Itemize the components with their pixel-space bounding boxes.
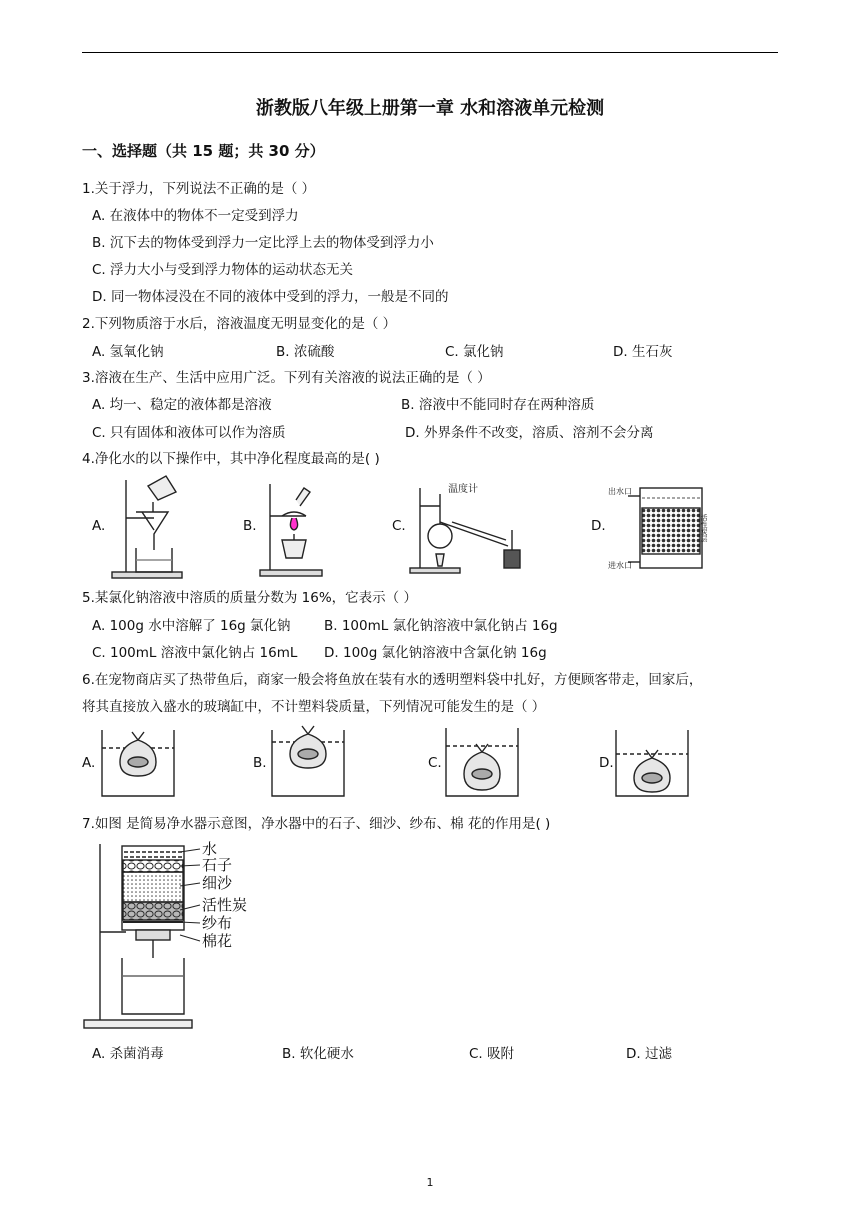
question-6-stem-line2: 将其直接放入盛水的玻璃缸中，不计塑料袋质量，下列情况可能发生的是（ ）	[82, 699, 546, 715]
purifier-leader-line	[180, 935, 200, 941]
header-rule	[82, 52, 778, 53]
q7-option-a: A. 杀菌消毒	[92, 1046, 164, 1062]
purifier-layer-label: 棉花	[202, 932, 233, 950]
q4-option-c: C.	[392, 518, 406, 534]
question-2-stem: 2.下列物质溶于水后，溶液温度无明显变化的是（ ）	[82, 316, 397, 332]
fish-bag-figure-a	[98, 720, 178, 800]
q3-option-b: B. 溶液中不能同时存在两种溶质	[401, 397, 595, 413]
q5-option-c: C. 100mL 溶液中氯化钠占 16mL	[92, 645, 298, 661]
purifier-layer-label: 石子	[202, 856, 233, 874]
q2-option-c: C. 氯化钠	[445, 344, 504, 360]
q5-option-d: D. 100g 氯化钠溶液中含氯化钠 16g	[324, 645, 547, 661]
question-4-stem: 4.净化水的以下操作中，其中净化程度最高的是( )	[82, 451, 380, 467]
purifier-layer-label: 细沙	[202, 874, 233, 892]
q6-option-d: D.	[599, 755, 614, 771]
fish-bag-figure-b	[268, 720, 348, 800]
simple-water-purifier-figure	[82, 838, 252, 1034]
outlet-label: 出水口	[608, 487, 632, 496]
q4-option-b: B.	[243, 518, 257, 534]
thermometer-label: 温度计	[448, 484, 478, 495]
section-title: 一、选择题（共 15 题；共 30 分）	[82, 142, 325, 160]
q4-option-d: D.	[591, 518, 606, 534]
q5-option-a: A. 100g 水中溶解了 16g 氯化钠	[92, 618, 291, 634]
q3-option-a: A. 均一、稳定的液体都是溶液	[92, 397, 272, 413]
question-3-stem: 3.溶液在生产、生活中应用广泛。下列有关溶液的说法正确的是（ ）	[82, 370, 491, 386]
q1-option-a: A. 在液体中的物体不一定受到浮力	[92, 208, 299, 224]
filtration-apparatus-figure	[106, 472, 186, 580]
q1-option-c: C. 浮力大小与受到浮力物体的运动状态无关	[92, 262, 354, 278]
carbon-filter-figure	[606, 478, 716, 574]
q7-option-b: B. 软化硬水	[282, 1046, 354, 1062]
page-title: 浙教版八年级上册第一章 水和溶液单元检测	[255, 98, 605, 119]
distillation-apparatus-figure	[408, 474, 528, 574]
question-6-stem-line1: 6.在宠物商店买了热带鱼后，商家一般会将鱼放在装有水的透明塑料袋中扎好，方便顾客带走，回家后，	[82, 672, 703, 688]
carbon-layer-label: 活性炭层	[700, 514, 708, 542]
q1-option-b: B. 沉下去的物体受到浮力一定比浮上去的物体受到浮力小	[92, 235, 434, 251]
inlet-label: 进水口	[608, 561, 632, 570]
page-number: 1	[426, 1176, 434, 1189]
q1-option-d: D. 同一物体浸没在不同的液体中受到的浮力，一般是不同的	[92, 289, 449, 305]
q3-option-d: D. 外界条件不改变，溶质、溶剂不会分离	[405, 425, 654, 441]
question-5-stem: 5.某氯化钠溶液中溶质的质量分数为 16%，它表示（ ）	[82, 590, 417, 606]
purifier-leader-line	[180, 849, 200, 852]
purifier-layer-label: 纱布	[202, 914, 233, 932]
fish-bag-figure-d	[612, 720, 692, 800]
q4-option-a: A.	[92, 518, 106, 534]
q3-option-c: C. 只有固体和液体可以作为溶质	[92, 425, 286, 441]
q7-option-c: C. 吸附	[469, 1046, 515, 1062]
q2-option-b: B. 浓硫酸	[276, 344, 335, 360]
q6-option-a: A.	[82, 755, 96, 771]
heating-apparatus-figure	[256, 478, 326, 578]
q6-option-c: C.	[428, 755, 442, 771]
purifier-layer-label: 活性炭	[202, 896, 248, 914]
q2-option-a: A. 氢氧化钠	[92, 344, 164, 360]
q2-option-d: D. 生石灰	[613, 344, 673, 360]
question-1-stem: 1.关于浮力，下列说法不正确的是（ ）	[82, 181, 316, 197]
q5-option-b: B. 100mL 氯化钠溶液中氯化钠占 16g	[324, 618, 558, 634]
question-7-stem: 7.如图 是简易净水器示意图，净水器中的石子、细沙、纱布、棉 花的作用是( )	[82, 816, 551, 832]
q6-option-b: B.	[253, 755, 267, 771]
q7-option-d: D. 过滤	[626, 1046, 672, 1062]
fish-bag-figure-c	[442, 720, 522, 800]
purifier-layer-label: 水	[202, 840, 218, 858]
